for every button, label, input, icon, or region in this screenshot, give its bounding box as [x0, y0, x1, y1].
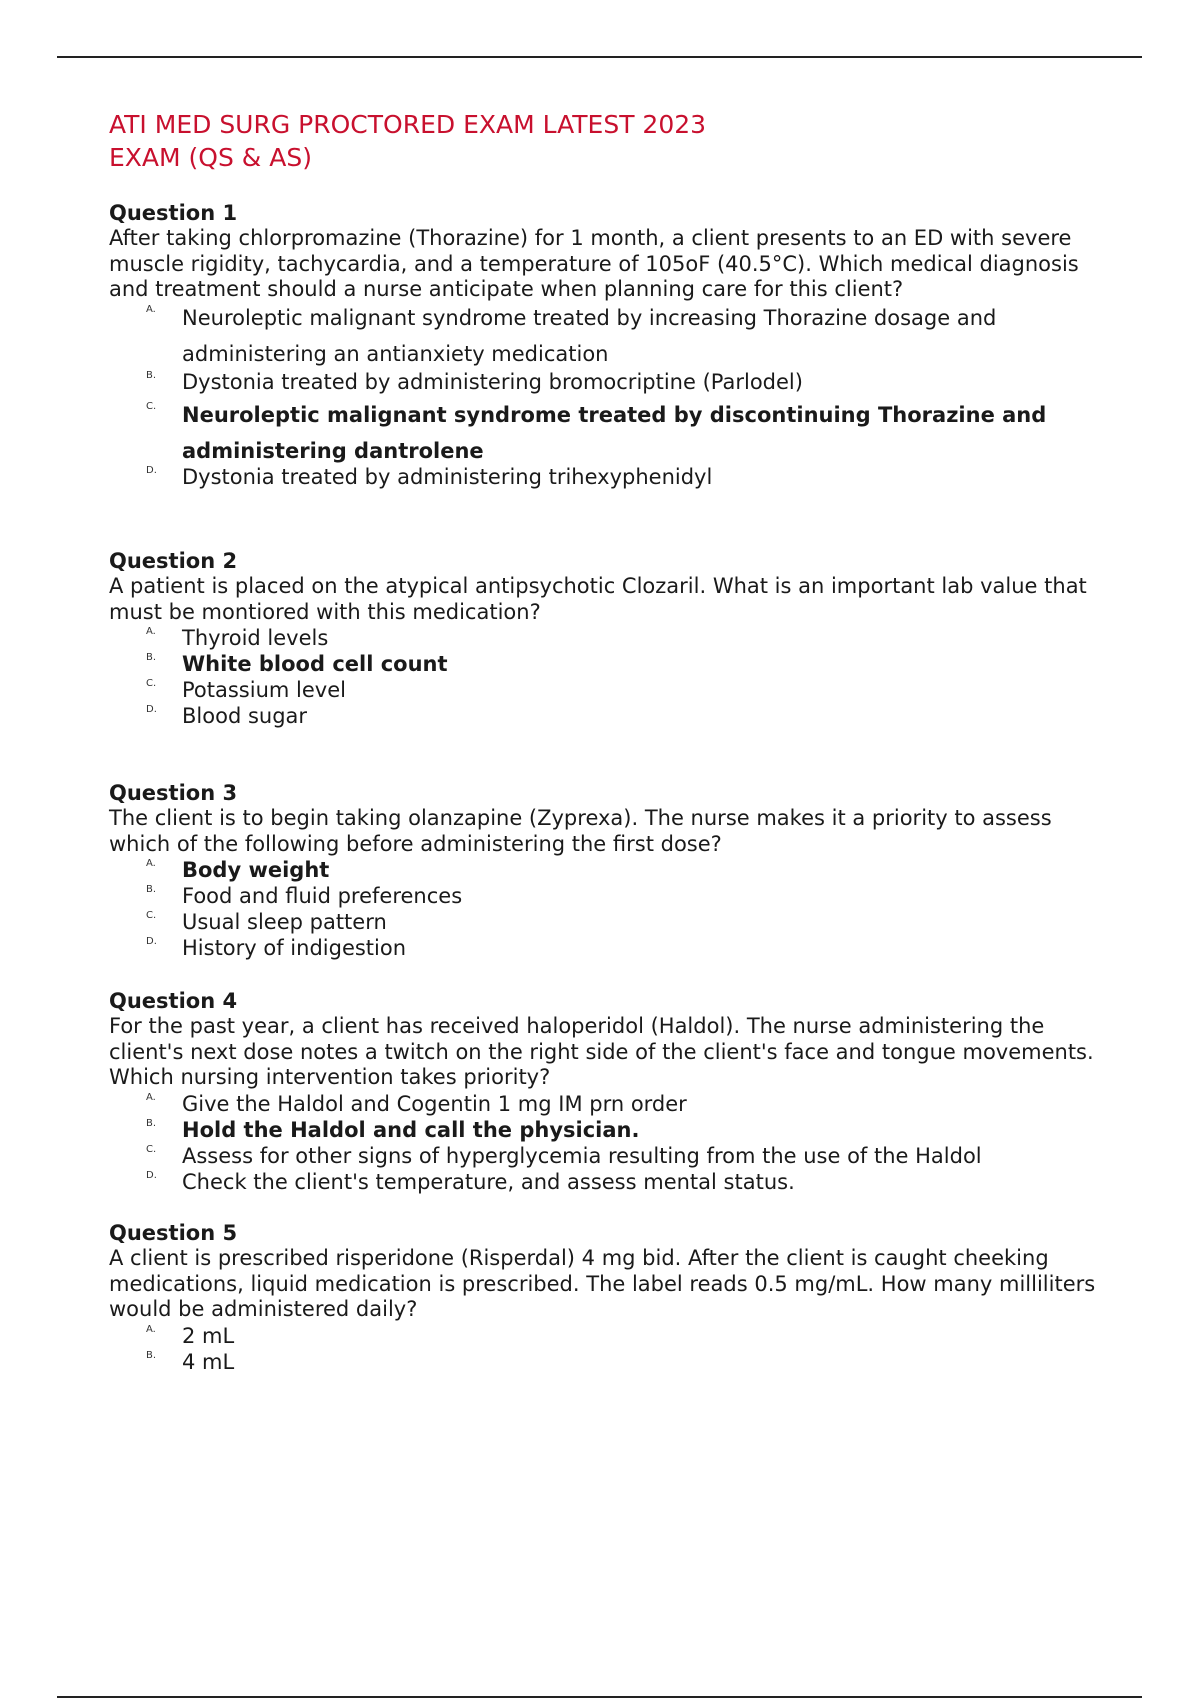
question-text: A client is prescribed risperidone (Risperdal) 4 mg bid. After the client is caught cheeking medications, liquid medication is prescribed. The label reads 0.5 mg/mL. How many milliliters would be administered daily? — [109, 1246, 1096, 1321]
answer-options — [109, 300, 1109, 490]
document-body — [109, 108, 1109, 1374]
option-marker: A. — [146, 303, 156, 315]
question-heading: Question 2 — [109, 549, 238, 573]
option-marker: C. — [146, 1143, 157, 1155]
option-text: Give the Haldol and Cogentin 1 mg IM prn order — [182, 1091, 687, 1116]
document-title-line-2: EXAM (QS & AS) — [109, 143, 312, 172]
option-text: 2 mL — [182, 1323, 235, 1348]
option-text: Neuroleptic malignant syndrome treated by discontinuing Thorazine and administering dantrolene — [182, 402, 1047, 463]
option-marker: B. — [146, 884, 157, 895]
option-marker: B. — [146, 1349, 157, 1361]
option-text: Thyroid levels — [182, 626, 329, 650]
answer-option-c — [109, 1143, 1109, 1169]
answer-option-d — [109, 1169, 1109, 1195]
answer-option-b — [109, 369, 1109, 395]
option-marker: D. — [146, 704, 157, 715]
question-3 — [109, 780, 1109, 961]
option-text: Usual sleep pattern — [182, 910, 387, 934]
option-text: Blood sugar — [182, 704, 308, 728]
question-text: After taking chlorpromazine (Thorazine) for 1 month, a client presents to an ED with severe muscle rigidity, tachycardia, and a temperature of 105oF (40.5°C). Which medical diagnosis and treatment should a nurse anticipate when planning care for this client? — [109, 226, 1079, 301]
question-heading: Question 3 — [109, 781, 238, 805]
answer-option-a — [109, 1091, 1109, 1117]
answer-option-b — [109, 883, 1109, 909]
answer-option-c — [109, 677, 1109, 703]
option-marker: B. — [146, 652, 157, 663]
option-text: Dystonia treated by administering trihexyphenidyl — [182, 464, 713, 489]
question-heading: Question 4 — [109, 989, 238, 1013]
option-marker: C. — [146, 910, 157, 921]
option-marker: B. — [146, 1117, 157, 1129]
question-heading: Question 1 — [109, 201, 238, 225]
option-marker: A. — [146, 1091, 156, 1103]
question-text: The client is to begin taking olanzapine (Zyprexa). The nurse makes it a priority to assess which of the following before administering the first dose? — [109, 806, 1052, 856]
option-marker: C. — [146, 400, 157, 412]
question-2 — [109, 548, 1109, 729]
question-4 — [109, 988, 1109, 1195]
option-text: History of indigestion — [182, 936, 407, 960]
option-marker: A. — [146, 858, 156, 869]
question-text: A patient is placed on the atypical antipsychotic Clozaril. What is an important lab value that must be montiored with this medication? — [109, 574, 1087, 624]
question-5 — [109, 1220, 1109, 1375]
answer-option-a — [109, 300, 1109, 372]
answer-option-b — [109, 1349, 1109, 1375]
answer-option-b — [109, 1117, 1109, 1143]
option-text: Dystonia treated by administering bromocriptine (Parlodel) — [182, 369, 803, 394]
option-marker: D. — [146, 936, 157, 947]
answer-options — [109, 625, 1109, 729]
option-text: Check the client's temperature, and assess mental status. — [182, 1169, 795, 1194]
option-marker: D. — [146, 1169, 157, 1181]
option-marker: D. — [146, 464, 157, 476]
question-1 — [109, 200, 1109, 490]
option-text: Food and fluid preferences — [182, 884, 463, 908]
option-text: Potassium level — [182, 678, 346, 702]
question-heading: Question 5 — [109, 1221, 238, 1245]
option-text: Hold the Haldol and call the physician. — [182, 1117, 640, 1142]
option-text: Neuroleptic malignant syndrome treated by increasing Thorazine dosage and administering an antianxiety medication — [182, 305, 997, 366]
answer-option-b — [109, 651, 1109, 677]
option-marker: A. — [146, 626, 156, 637]
answer-option-c — [109, 397, 1109, 469]
answer-options — [109, 857, 1109, 961]
answer-option-a — [109, 857, 1109, 883]
question-text: For the past year, a client has received haloperidol (Haldol). The nurse administering the client's next dose notes a twitch on the right side of the client's face and tongue movements. Which nursing intervention takes priority? — [109, 1014, 1094, 1089]
top-rule — [57, 56, 1142, 58]
bottom-rule — [57, 1696, 1142, 1698]
option-text: Assess for other signs of hyperglycemia resulting from the use of the Haldol — [182, 1143, 982, 1168]
answer-option-d — [109, 703, 1109, 729]
option-text: 4 mL — [182, 1349, 235, 1374]
answer-options — [109, 1323, 1109, 1375]
option-text: White blood cell count — [182, 652, 448, 676]
answer-option-c — [109, 909, 1109, 935]
document-title-line-1: ATI MED SURG PROCTORED EXAM LATEST 2023 — [109, 110, 707, 139]
answer-option-d — [109, 464, 1109, 490]
option-marker: C. — [146, 678, 157, 689]
document-title — [109, 108, 1109, 174]
answer-option-d — [109, 935, 1109, 961]
option-text: Body weight — [182, 858, 330, 882]
option-marker: A. — [146, 1323, 156, 1335]
option-marker: B. — [146, 369, 157, 381]
answer-option-a — [109, 1323, 1109, 1349]
answer-options — [109, 1091, 1109, 1195]
answer-option-a — [109, 625, 1109, 651]
